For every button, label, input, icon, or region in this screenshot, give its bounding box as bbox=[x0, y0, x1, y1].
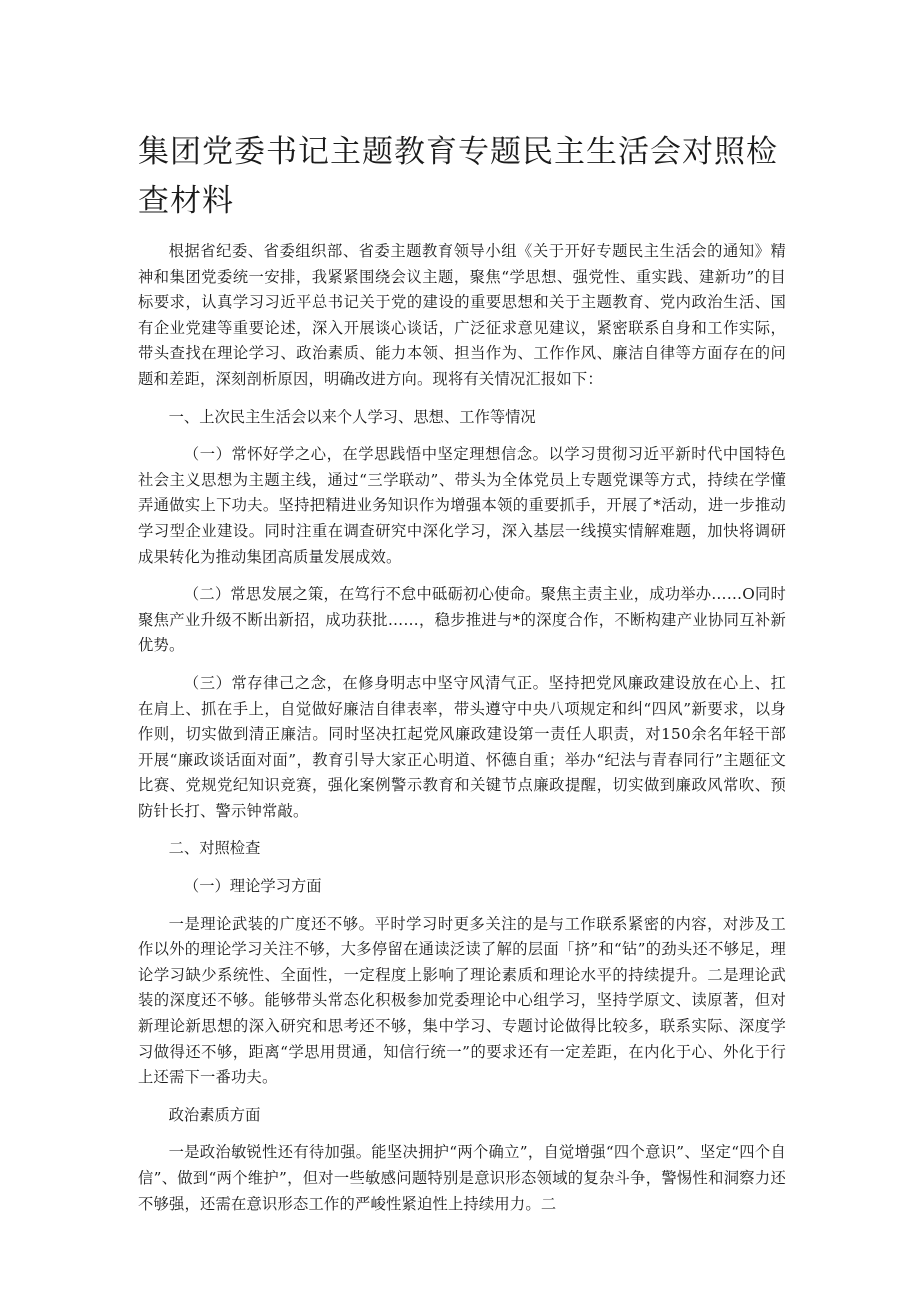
section-1-paragraph-3: （三）常存律己之念，在修身明志中坚守风清气正。坚持把党风廉政建设放在心上、扛在肩上、抓在手上，自觉做好廉洁自律表率，带头遵守中央八项规定和纠“四风”新要求，以身作则，切实做到清正廉洁。同时坚决扛起党风廉政建设第一责任人职责，对150余名年轻干部开展“廉政谈话面对面”，教育引导大家正心明道、怀德自重；举办“纪法与青春同行”主题征文比赛、党规党纪知识竞赛，强化案例警示教育和关键节点廉政提醒，切实做到廉政风常吹、预防针长打、警示钟常敲。 bbox=[138, 673, 786, 820]
intro-paragraph: 根据省纪委、省委组织部、省委主题教育领导小组《关于开好专题民主生活会的通知》精神和集团党委统一安排，我紧紧围绕会议主题，聚焦“学思想、强党性、重实践、建新功”的目标要求，认真学习习近平总书记关于党的建设的重要思想和关于主题教育、党内政治生活、国有企业党建等重要论述，深入开展谈心谈话，广泛征求意见建议，紧密联系自身和工作实际，带头查找在理论学习、政治素质、能力本领、担当作为、工作作风、廉洁自律等方面存在的问题和差距，深刻剖析原因，明确改进方向。现将有关情况汇报如下： bbox=[138, 242, 786, 388]
document-title: 集团党委书记主题教育专题民主生活会对照检查材料 bbox=[138, 134, 778, 219]
section-2-subheading-theory: （一）理论学习方面 bbox=[183, 877, 322, 896]
section-2-paragraph-theory: 一是理论武装的广度还不够。平时学习时更多关注的是与工作联系紧密的内容，对涉及工作以外的理论学习关注不够，大多停留在通读泛读了解的层面「挤”和“钻”的劲头还不够足，理论学习缺少系统性、全面性，一定程度上影响了理论素质和理论水平的持续提升。二是理论武装的深度还不够。能够带头常态化积极参加党委理论中心组学习，坚持学原文、读原著，但对新理论新思想的深入研究和思考还不够，集中学习、专题讨论做得比较多，联系实际、深度学习做得还不够，距离“学思用贯通，知信行统一”的要求还有一定差距，在内化于心、外化于行上还需下一番功夫。 bbox=[138, 914, 786, 1087]
section-2-heading: 二、对照检查 bbox=[168, 839, 261, 858]
section-1-heading: 一、上次民主生活会以来个人学习、思想、工作等情况 bbox=[168, 407, 536, 426]
section-1-paragraph-1: （一）常怀好学之心，在学思践悟中坚定理想信念。以学习贯彻习近平新时代中国特色社会主义思想为主题主线，通过“三学联动”、带头为全体党员上专题党课等方式，持续在学懂弄通做实上下功夫。坚持把精进业务知识作为增强本领的重要抓手，开展了*活动，进一步推动学习型企业建设。同时注重在调查研究中深化学习，深入基层一线摸实情解难题，加快将调研成果转化为推动集团高质量发展成效。 bbox=[138, 445, 786, 566]
section-2-subheading-politics: 政治素质方面 bbox=[168, 1105, 261, 1124]
section-2-paragraph-politics: 一是政治敏锐性还有待加强。能坚决拥护“两个确立”，自觉增强“四个意识”、坚定“四个自信”、做到“两个维护”，但对一些敏感问题特别是意识形态领域的复杂斗争，警惕性和洞察力还不够强，还需在意识形态工作的严峻性紧迫性上持续用力。二 bbox=[138, 1143, 786, 1213]
document-page bbox=[138, 128, 786, 1229]
section-1-paragraph-2: （二）常思发展之策，在笃行不怠中砥砺初心使命。聚焦主责主业，成功举办……O同时聚焦产业升级不断出新招，成功获批……，稳步推进与*的深度合作，不断构建产业协同互补新优势。 bbox=[138, 585, 786, 655]
